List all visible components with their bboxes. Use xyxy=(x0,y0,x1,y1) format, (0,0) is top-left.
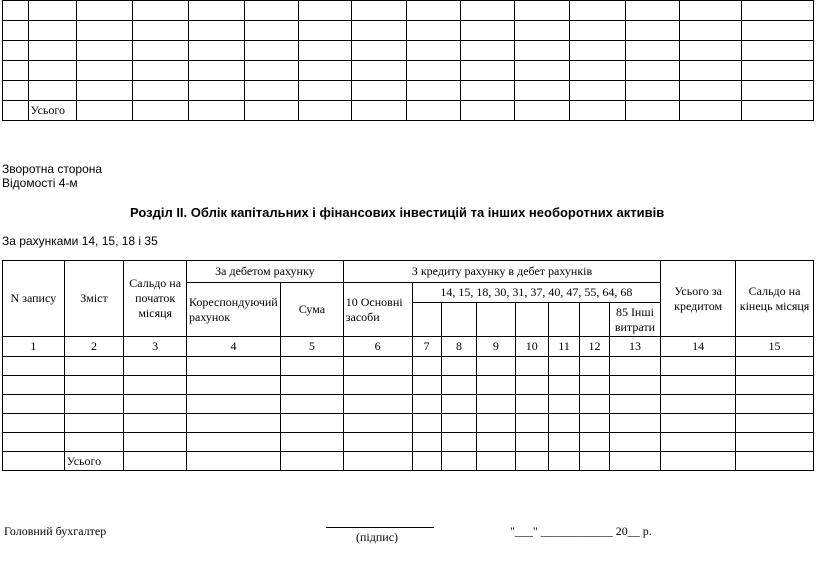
table-cell xyxy=(124,414,187,433)
table-cell xyxy=(514,101,569,121)
table-cell xyxy=(407,81,460,101)
table-cell xyxy=(570,101,625,121)
table-cell xyxy=(187,433,281,452)
table-cell xyxy=(580,357,609,376)
table-cell xyxy=(343,414,412,433)
table-cell xyxy=(679,101,741,121)
column-number: 12 xyxy=(580,337,609,357)
table-cell xyxy=(132,101,188,121)
table-cell xyxy=(515,414,548,433)
table-cell xyxy=(64,376,124,395)
table-cell xyxy=(189,81,244,101)
column-number: 14 xyxy=(661,337,736,357)
column-number: 5 xyxy=(281,337,344,357)
table-cell xyxy=(548,452,579,471)
table-cell xyxy=(515,395,548,414)
table-cell xyxy=(514,41,569,61)
table-cell xyxy=(3,21,29,41)
table-cell xyxy=(3,41,29,61)
table-cell xyxy=(189,21,244,41)
header-blank xyxy=(548,303,579,337)
header-other-costs: 85 Інші витрати xyxy=(609,303,661,337)
column-number: 2 xyxy=(64,337,124,357)
table-cell xyxy=(548,376,579,395)
table-cell xyxy=(741,61,813,81)
table-cell xyxy=(281,414,344,433)
table-row xyxy=(3,433,814,452)
chief-accountant-label: Головний бухгалтер xyxy=(4,524,107,538)
table-cell xyxy=(3,452,65,471)
table-cell xyxy=(441,452,476,471)
table-cell xyxy=(580,452,609,471)
table-cell xyxy=(580,414,609,433)
table-cell xyxy=(441,433,476,452)
column-number: 6 xyxy=(343,337,412,357)
table-cell xyxy=(343,357,412,376)
table-cell xyxy=(661,414,736,433)
header-content: Зміст xyxy=(64,261,124,337)
table-cell: Усього xyxy=(64,452,124,471)
table-cell xyxy=(441,414,476,433)
table-cell xyxy=(28,21,77,41)
table-cell xyxy=(28,1,77,21)
table-cell xyxy=(298,81,351,101)
table-cell xyxy=(570,1,625,21)
table-row xyxy=(3,1,814,21)
header-record-number: N запису xyxy=(3,261,65,337)
table-cell xyxy=(187,414,281,433)
table-cell xyxy=(187,376,281,395)
total-row xyxy=(3,101,814,121)
column-number: 3 xyxy=(124,337,187,357)
table-cell xyxy=(679,41,741,61)
header-blank xyxy=(412,303,441,337)
table-cell xyxy=(412,357,441,376)
table-cell xyxy=(609,433,661,452)
table-cell xyxy=(298,41,351,61)
table-cell xyxy=(515,357,548,376)
table-cell xyxy=(477,376,515,395)
table-cell xyxy=(124,452,187,471)
header-blank xyxy=(477,303,515,337)
table-cell xyxy=(77,41,132,61)
table-cell xyxy=(460,81,514,101)
table-cell xyxy=(625,41,679,61)
table-cell xyxy=(661,376,736,395)
table-cell xyxy=(77,21,132,41)
table-cell xyxy=(609,414,661,433)
column-number: 1 xyxy=(3,337,65,357)
table-cell xyxy=(407,61,460,81)
header-saldo-start: Сальдо на початок місяця xyxy=(124,261,187,337)
header-corr-account: Кореспондуючий рахунок xyxy=(187,283,281,337)
table-cell xyxy=(570,81,625,101)
table-cell xyxy=(477,395,515,414)
table-cell xyxy=(187,395,281,414)
table-cell xyxy=(244,61,298,81)
header-blank xyxy=(441,303,476,337)
table-cell xyxy=(460,41,514,61)
table-cell xyxy=(298,1,351,21)
table-cell xyxy=(124,395,187,414)
table-cell xyxy=(741,41,813,61)
table-cell xyxy=(514,81,569,101)
table-cell xyxy=(352,81,407,101)
table-cell xyxy=(343,395,412,414)
table-cell xyxy=(441,357,476,376)
top-table xyxy=(2,0,814,121)
column-number-row xyxy=(3,337,814,357)
table-row xyxy=(3,61,814,81)
table-cell xyxy=(741,101,813,121)
table-cell xyxy=(3,81,29,101)
table-cell xyxy=(3,61,29,81)
table-cell xyxy=(124,357,187,376)
table-cell: Усього xyxy=(28,101,77,121)
table-cell xyxy=(281,395,344,414)
table-cell xyxy=(679,1,741,21)
table-cell xyxy=(244,1,298,21)
table-cell xyxy=(515,376,548,395)
table-cell xyxy=(441,395,476,414)
table-cell xyxy=(281,452,344,471)
table-cell xyxy=(609,452,661,471)
table-cell xyxy=(187,357,281,376)
table-cell xyxy=(460,101,514,121)
table-cell xyxy=(548,414,579,433)
table-row xyxy=(3,395,814,414)
table-cell xyxy=(124,376,187,395)
table-cell xyxy=(736,395,814,414)
table-cell xyxy=(132,1,188,21)
table-cell xyxy=(132,81,188,101)
table-cell xyxy=(736,414,814,433)
table-row xyxy=(3,41,814,61)
table-cell xyxy=(477,357,515,376)
table-cell xyxy=(736,433,814,452)
table-cell xyxy=(477,452,515,471)
total-row xyxy=(3,452,814,471)
table-row xyxy=(3,81,814,101)
table-cell xyxy=(3,433,65,452)
table-cell xyxy=(343,433,412,452)
table-cell xyxy=(244,101,298,121)
date-field: "___" ____________ 20__ р. xyxy=(510,524,652,538)
table-cell xyxy=(187,452,281,471)
column-number: 8 xyxy=(441,337,476,357)
table-cell xyxy=(189,61,244,81)
table-cell xyxy=(679,61,741,81)
header-accounts-list: 14, 15, 18, 30, 31, 37, 40, 47, 55, 64, 68 xyxy=(412,283,661,303)
table-cell xyxy=(132,61,188,81)
table-cell xyxy=(412,395,441,414)
form-number-label: Відомості 4-м xyxy=(2,176,78,190)
table-cell xyxy=(625,21,679,41)
table-cell xyxy=(514,21,569,41)
table-cell xyxy=(661,395,736,414)
column-number: 13 xyxy=(609,337,661,357)
table-cell xyxy=(412,414,441,433)
header-debit-group: За дебетом рахунку xyxy=(187,261,344,283)
table-cell xyxy=(661,357,736,376)
table-cell xyxy=(298,101,351,121)
table-cell xyxy=(477,414,515,433)
table-row xyxy=(3,376,814,395)
table-cell xyxy=(412,452,441,471)
table-cell xyxy=(407,21,460,41)
table-cell xyxy=(352,101,407,121)
table-cell xyxy=(298,21,351,41)
table-cell xyxy=(3,357,65,376)
table-cell xyxy=(548,433,579,452)
table-cell xyxy=(352,61,407,81)
table-cell xyxy=(741,81,813,101)
accounts-line: За рахунками 14, 15, 18 і 35 xyxy=(2,234,158,248)
table-cell xyxy=(28,61,77,81)
column-number: 4 xyxy=(187,337,281,357)
header-credit-group: З кредиту рахунку в дебет рахунків xyxy=(343,261,661,283)
table-cell xyxy=(281,433,344,452)
header-total-credit: Усього за кредитом xyxy=(661,261,736,337)
table-cell xyxy=(3,1,29,21)
signature-caption: (підпис) xyxy=(356,530,399,544)
column-number: 7 xyxy=(412,337,441,357)
section-title: Розділ ІІ. Облік капітальних і фінансових інвестицій та інших необоротних активів xyxy=(130,205,665,220)
table-cell xyxy=(407,101,460,121)
table-cell xyxy=(548,357,579,376)
table-cell xyxy=(570,61,625,81)
table-cell xyxy=(580,433,609,452)
table-cell xyxy=(298,61,351,81)
table-row xyxy=(3,357,814,376)
table-cell xyxy=(352,21,407,41)
table-cell xyxy=(64,395,124,414)
table-cell xyxy=(412,433,441,452)
table-cell xyxy=(515,433,548,452)
header-blank xyxy=(580,303,609,337)
table-cell xyxy=(570,41,625,61)
table-cell xyxy=(736,357,814,376)
table-cell xyxy=(679,21,741,41)
table-cell xyxy=(580,395,609,414)
table-cell xyxy=(3,414,65,433)
table-row xyxy=(3,21,814,41)
table-cell xyxy=(625,81,679,101)
table-cell xyxy=(64,414,124,433)
table-row xyxy=(3,414,814,433)
table-cell xyxy=(343,376,412,395)
table-cell xyxy=(515,452,548,471)
table-cell xyxy=(244,21,298,41)
table-cell xyxy=(28,81,77,101)
table-cell xyxy=(477,433,515,452)
table-cell xyxy=(3,101,29,121)
table-cell xyxy=(64,357,124,376)
table-cell xyxy=(281,376,344,395)
header-fixed-assets: 10 Основні засоби xyxy=(343,283,412,337)
table-cell xyxy=(661,433,736,452)
table-cell xyxy=(570,21,625,41)
table-cell xyxy=(132,21,188,41)
table-cell xyxy=(28,41,77,61)
reverse-side-label: Зворотна сторона xyxy=(2,162,103,176)
table-cell xyxy=(77,101,132,121)
table-cell xyxy=(679,81,741,101)
column-number: 15 xyxy=(736,337,814,357)
table-cell xyxy=(352,1,407,21)
table-cell xyxy=(741,1,813,21)
table-cell xyxy=(736,376,814,395)
table-cell xyxy=(609,395,661,414)
table-cell xyxy=(189,1,244,21)
table-cell xyxy=(441,376,476,395)
column-number: 9 xyxy=(477,337,515,357)
table-cell xyxy=(514,61,569,81)
table-cell xyxy=(625,61,679,81)
table-cell xyxy=(460,1,514,21)
main-table xyxy=(2,260,814,471)
header-saldo-end: Сальдо на кінець місяця xyxy=(736,261,814,337)
table-cell xyxy=(189,101,244,121)
table-cell xyxy=(77,61,132,81)
table-cell xyxy=(609,376,661,395)
table-cell xyxy=(580,376,609,395)
table-cell xyxy=(741,21,813,41)
table-cell xyxy=(3,376,65,395)
header-sum: Сума xyxy=(281,283,344,337)
column-number: 10 xyxy=(515,337,548,357)
table-cell xyxy=(343,452,412,471)
table-cell xyxy=(77,81,132,101)
table-cell xyxy=(352,41,407,61)
table-cell xyxy=(132,41,188,61)
signature-line xyxy=(326,517,434,528)
table-cell xyxy=(609,357,661,376)
table-cell xyxy=(407,1,460,21)
table-cell xyxy=(407,41,460,61)
table-cell xyxy=(514,1,569,21)
table-cell xyxy=(64,433,124,452)
table-cell xyxy=(736,452,814,471)
table-cell xyxy=(460,61,514,81)
table-cell xyxy=(460,21,514,41)
table-cell xyxy=(625,101,679,121)
header-blank xyxy=(515,303,548,337)
table-cell xyxy=(124,433,187,452)
table-cell xyxy=(244,81,298,101)
table-cell xyxy=(77,1,132,21)
table-cell xyxy=(3,395,65,414)
column-number: 11 xyxy=(548,337,579,357)
table-cell xyxy=(189,41,244,61)
table-cell xyxy=(412,376,441,395)
table-cell xyxy=(661,452,736,471)
table-cell xyxy=(548,395,579,414)
table-cell xyxy=(625,1,679,21)
table-cell xyxy=(244,41,298,61)
table-cell xyxy=(281,357,344,376)
